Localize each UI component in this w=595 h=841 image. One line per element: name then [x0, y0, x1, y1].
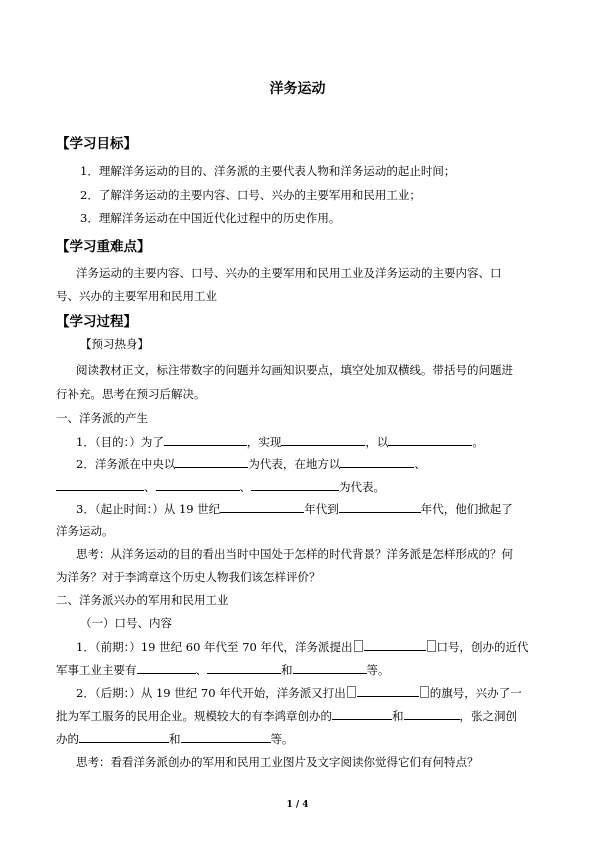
blank	[207, 661, 281, 674]
part1-question-3-line-2: 洋务运动。	[56, 524, 114, 538]
q-text: 办的	[56, 732, 79, 746]
blank	[293, 661, 367, 674]
q-text: 2．洋务派在中央以	[76, 457, 176, 471]
part2-subheading: （一）口号、内容	[80, 616, 172, 630]
blank	[332, 707, 392, 720]
goal-item-3: 3．理解洋务运动在中国近代化过程中的历史作用。	[80, 211, 341, 225]
q-text: 的旗号，兴办了一	[429, 686, 522, 700]
goal-item-1: 1．理解洋务运动的目的、洋务派的主要代表人物和洋务运动的起止时间；	[80, 164, 456, 178]
blank	[56, 478, 144, 491]
q-text: 年代到	[304, 502, 339, 516]
blank	[251, 478, 339, 491]
placeholder-box-icon	[354, 640, 363, 652]
placeholder-box-icon	[420, 686, 429, 698]
q-text: 和	[169, 732, 181, 746]
q-text: 为代表。	[339, 480, 385, 494]
blank	[156, 478, 240, 491]
q-text: 、	[239, 480, 251, 494]
part1-think-line-2: 为洋务？对于李鸿章这个历史人物我们该怎样评价？	[56, 570, 321, 584]
placeholder-box-icon	[427, 640, 436, 652]
q-text: ，实现	[246, 435, 282, 449]
part2-question-2-line-3	[56, 730, 294, 747]
q-text: 、	[144, 480, 156, 494]
blank	[175, 455, 248, 468]
q-text: 3．（起止时间：）从 19 世纪	[76, 502, 221, 516]
section-heading-key-points: 【学习重难点】	[56, 239, 151, 255]
q-text: 等。	[366, 663, 390, 677]
part2-question-2-line-1	[76, 684, 522, 701]
blank	[220, 500, 304, 513]
part2-heading: 二、洋务派兴办的军用和民用工业	[56, 593, 229, 607]
goal-item-2: 2．了解洋务运动的主要内容、口号、兴办的主要军用和民用工业；	[80, 188, 421, 202]
q-text: 、	[195, 663, 207, 677]
blank	[357, 684, 419, 697]
blank	[281, 433, 365, 446]
q-text: 和	[392, 709, 404, 723]
q-text: 2．（后期：）从 19 世纪 70 年代开始，洋务派又打出	[76, 686, 346, 700]
blank	[181, 730, 271, 743]
section-heading-process: 【学习过程】	[56, 314, 137, 330]
q-text: 等。	[270, 732, 294, 746]
q-text: 和	[281, 663, 293, 677]
preview-line-2: 行补充。思考在预习后解决。	[56, 387, 206, 401]
q-text: 口号，创办的近代	[436, 640, 529, 654]
blank	[364, 638, 426, 651]
page-number: 1 / 4	[286, 800, 309, 810]
blank	[164, 433, 247, 446]
part2-question-1-line-1	[76, 638, 529, 655]
placeholder-box-icon	[347, 686, 356, 698]
part1-heading: 一、洋务派的产生	[56, 411, 148, 425]
blank	[340, 455, 414, 468]
page-title: 洋务运动	[269, 81, 326, 97]
section-heading-goals: 【学习目标】	[56, 136, 137, 152]
part1-question-3-line-1	[76, 500, 513, 517]
key-points-line-1: 洋务运动的主要内容、口号、兴办的主要军用和民用工业及洋务运动的主要内容、口	[76, 266, 502, 280]
part2-question-1-line-2	[56, 661, 390, 678]
blank	[388, 433, 472, 446]
part1-question-2-line-1	[76, 455, 426, 472]
key-points-line-2: 号、兴办的主要军用和民用工业	[56, 289, 217, 303]
q-text: 军事工业主要有	[56, 663, 137, 677]
preview-label: 【预习热身】	[80, 337, 149, 351]
q-text: 1．（目的：）为了	[76, 435, 164, 449]
blank	[404, 707, 460, 720]
q-text: 。	[472, 435, 484, 449]
part1-question-1	[76, 433, 484, 450]
q-text: 1．（前期：）19 世纪 60 年代至 70 年代，洋务派提出	[76, 640, 353, 654]
q-text: 、	[414, 457, 426, 471]
part2-think: 思考：看看洋务派创办的军用和民用工业图片及文字阅读你觉得它们有何特点？	[76, 755, 479, 769]
q-text: 年代，他们掀起了	[420, 502, 513, 516]
blank	[137, 661, 196, 674]
q-text: 批为军工服务的民用企业。规模较大的有李鸿章创办的	[56, 709, 332, 723]
q-text: ，以	[365, 435, 389, 449]
part1-question-2-line-2	[56, 478, 385, 495]
part2-question-2-line-2	[56, 707, 517, 724]
part1-think-line-1: 思考：从洋务运动的目的看出当时中国处于怎样的时代背景？洋务派是怎样形成的？何	[76, 547, 513, 561]
blank	[339, 500, 421, 513]
q-text: ，张之洞创	[459, 709, 517, 723]
blank	[79, 730, 169, 743]
preview-line-1: 阅读教材正文，标注带数字的问题并勾画知识要点，填空处加双横线。带括号的问题进	[76, 363, 513, 377]
q-text: 为代表，在地方以	[248, 457, 341, 471]
